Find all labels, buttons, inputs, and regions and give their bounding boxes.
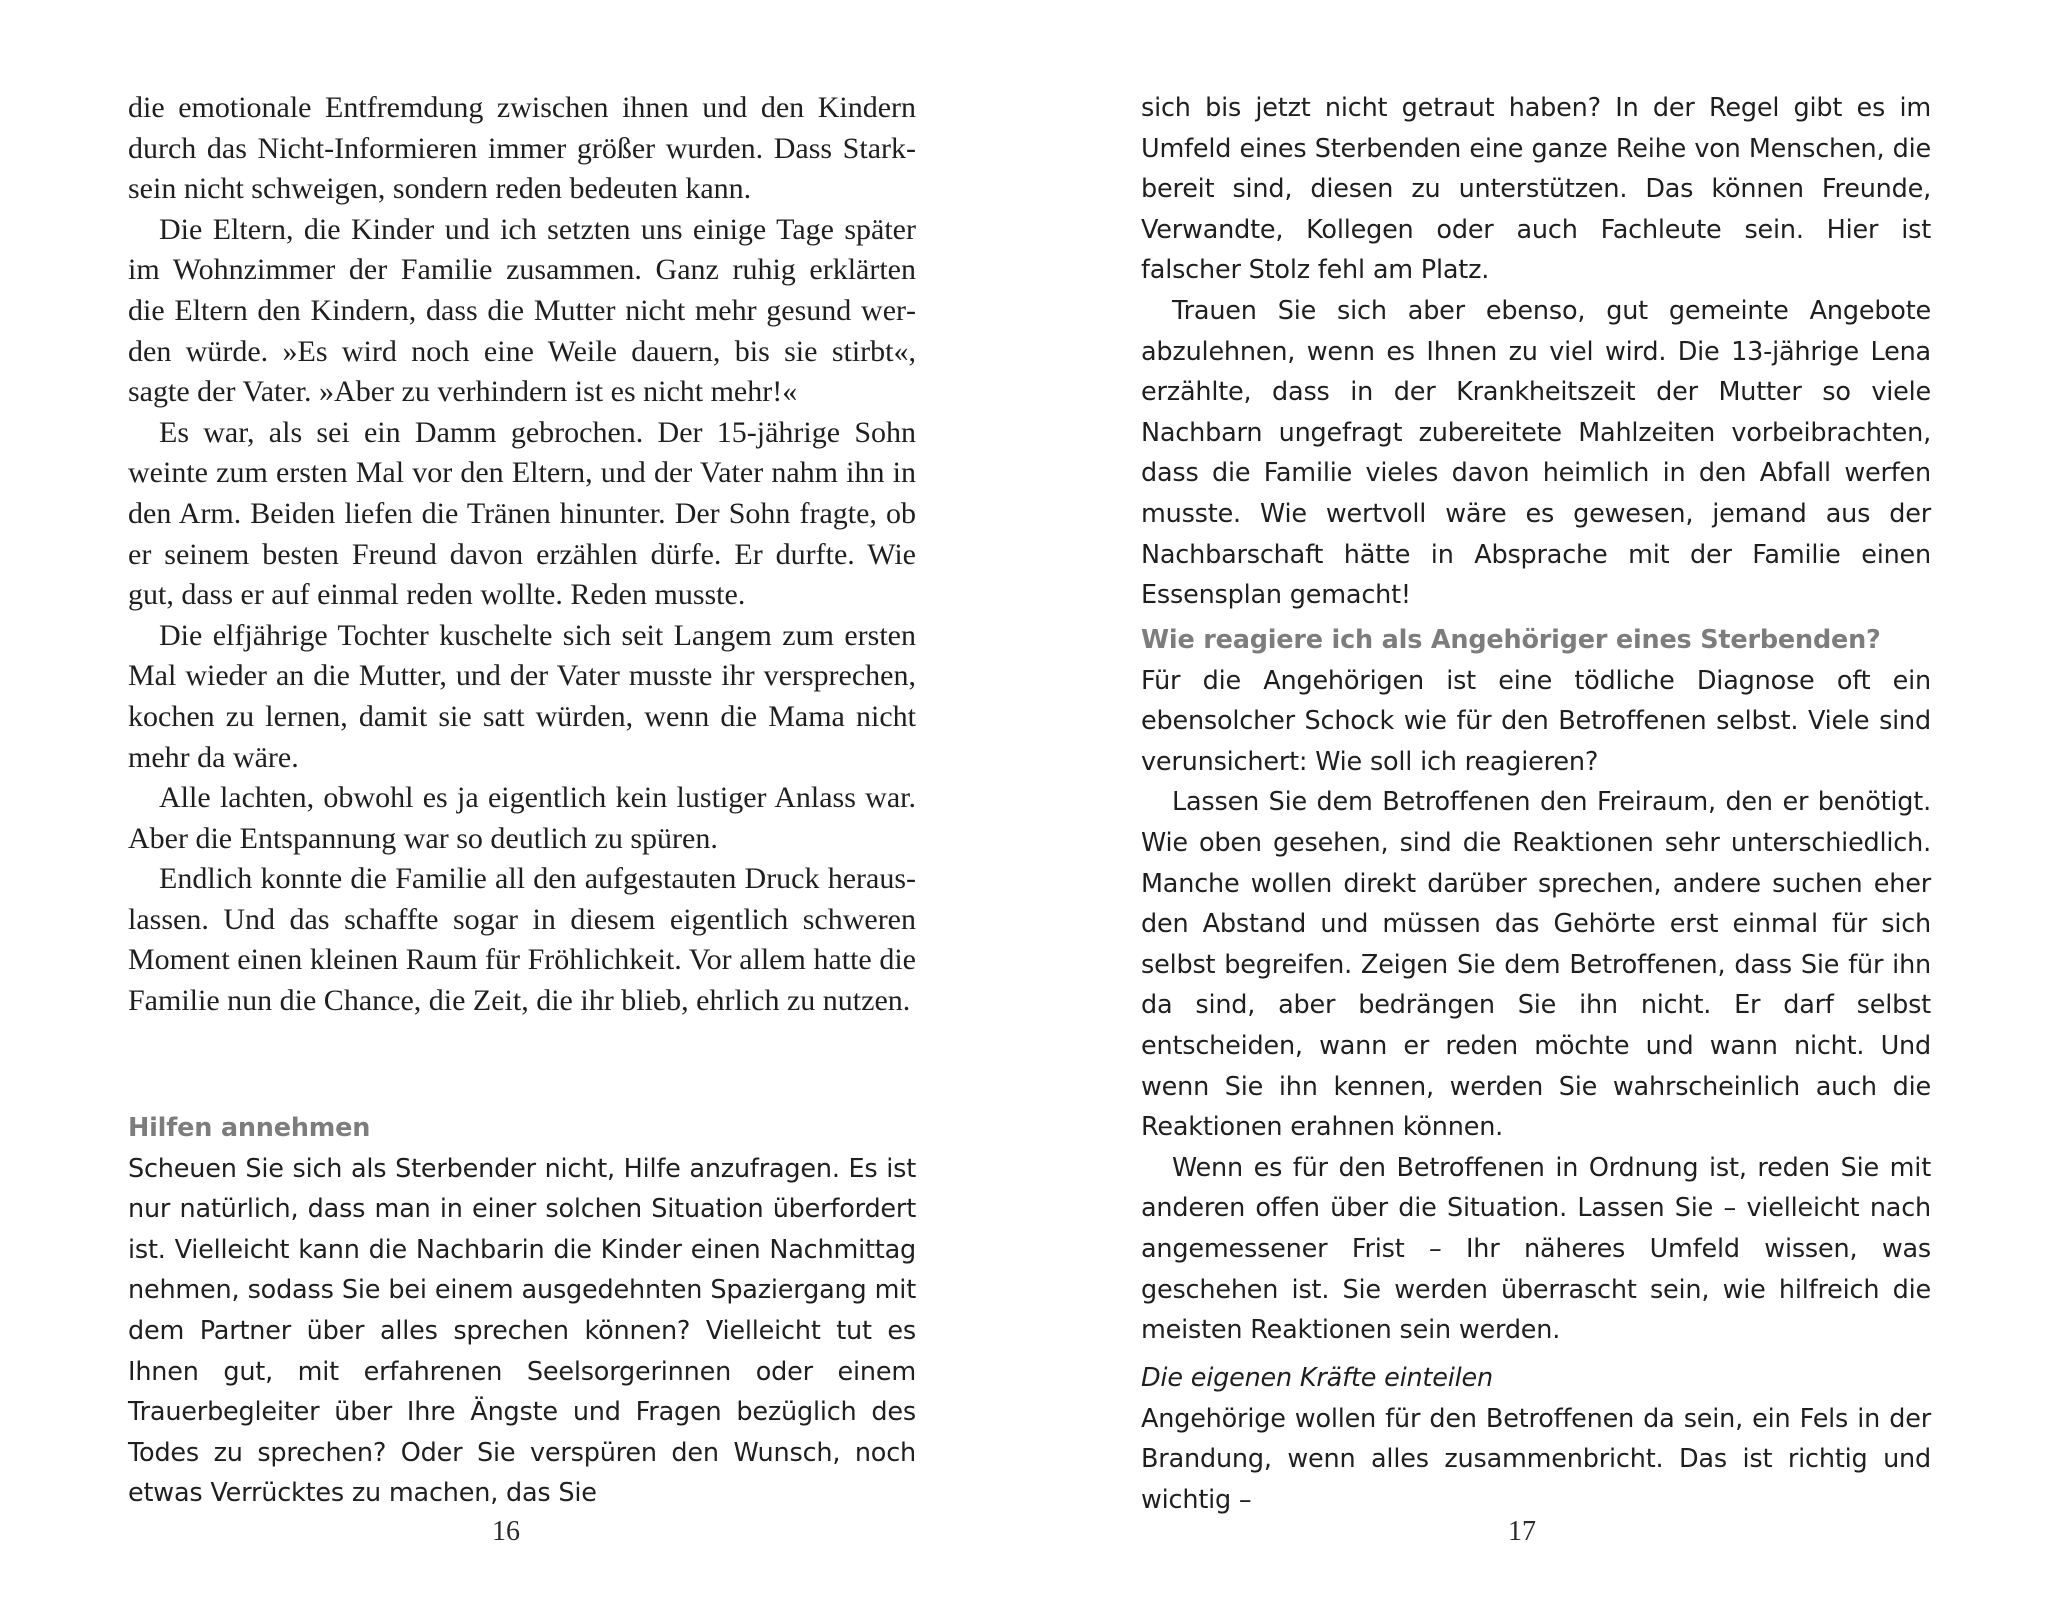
- paragraph: die emotionale Entfremdung zwischen ihnen und den Kindern durch das Nicht-Informieren immer größer wurden. Dass Starksein nicht schweigen, sondern reden bedeuten kann.: [128, 91, 916, 206]
- right-section-reagieren: [1141, 620, 1931, 1351]
- paragraph: Lassen Sie dem Betroffenen den Freiraum, den er benötigt. Wie oben gesehen, sind die Reaktionen sehr unterschiedlich. Manche wollen direkt darüber sprechen, andere suchen eher den Abstand und müssen das Gehörte erst einmal für sich selbst begreifen. Zeigen Sie dem Betroffenen, dass Sie für ihn da sind, aber bedrängen Sie ihn nicht. Er darf selbst entscheiden, wann er reden möchte und wann nicht. Und wenn Sie ihn kennen, werden Sie wahrscheinlich auch die Reaktionen erahnen können.: [1141, 787, 1931, 1143]
- page-number: 16: [492, 1516, 520, 1547]
- paragraph: Endlich konnte die Familie all den aufgestauten Druck herauslassen. Und das schaffte sogar in diesem eigentlich schweren Moment einen kleinen Raum für Fröhlichkeit. Vor allem hatte die Familie nun die Chance, die Zeit, die ihr blieb, ehrlich zu nutzen.: [128, 862, 916, 1018]
- section-heading: Hilfen annehmen: [128, 1113, 371, 1143]
- paragraph: Die Eltern, die Kinder und ich setzten uns einige Tage später im Wohnzimmer der Familie zusammen. Ganz ruhig erklärten die Eltern den Kindern, dass die Mutter nicht mehr gesund werden würde. »Es wird noch eine Weile dauern, bis sie stirbt«, sagte der Vater. »Aber zu verhindern ist es nicht mehr!«: [128, 212, 916, 409]
- left-serif-text: [128, 88, 916, 1022]
- paragraph: Die elfjährige Tochter kuschelte sich seit Langem zum ersten Mal wieder an die Mutter, und der Vater musste ihr versprechen, kochen zu lernen, damit sie satt würden, wenn die Mama nicht mehr da wäre.: [128, 618, 916, 774]
- right-section-kraefte: [1141, 1358, 1931, 1520]
- paragraph: Wenn es für den Betroffenen in Ordnung ist, reden Sie mit anderen offen über die Situation. Lassen Sie – vielleicht nach angemessener Frist – Ihr näheres Umfeld wissen, was geschehen ist. Sie werden überrascht sein, wie hilfreich die meisten Reaktionen sein werden.: [1141, 1152, 1931, 1346]
- paragraph: sich bis jetzt nicht getraut haben? In der Regel gibt es im Umfeld eines Sterbenden eine ganze Reihe von Menschen, die bereit sind, diesen zu unterstützen. Das können Freunde, Verwandte, Kollegen oder auch Fachleute sein. Hier ist falscher Stolz fehl am Platz.: [1141, 93, 1931, 286]
- page-number: 17: [1508, 1516, 1536, 1547]
- paragraph: Alle lachten, obwohl es ja eigentlich kein lustiger Anlass war. Aber die Entspannung war so deutlich zu spüren.: [128, 781, 916, 855]
- right-page: [1024, 0, 2048, 1610]
- paragraph: Trauen Sie sich aber ebenso, gut gemeinte Angebote abzulehnen, wenn es Ihnen zu viel wird. Die 13-jährige Lena erzählte, dass in der Krankheitszeit der Mutter so viele Nachbarn ungefragt zubereitete Mahlzeiten vorbeibrachten, dass die Familie vieles davon heimlich in den Abfall werfen musste. Wie wertvoll wäre es gewesen, jemand aus der Nachbarschaft hätte in Absprache mit der Familie einen Essensplan gemacht!: [1141, 295, 1931, 611]
- paragraph: Angehörige wollen für den Betroffenen da sein, ein Fels in der Brandung, wenn alles zusammenbricht. Das ist richtig und wichtig –: [1141, 1403, 1931, 1515]
- paragraph: Es war, als sei ein Damm gebrochen. Der 15-jährige Sohn weinte zum ersten Mal vor den Eltern, und der Vater nahm ihn in den Arm. Beiden liefen die Tränen hinunter. Der Sohn fragte, ob er seinem besten Freund davon erzählen dürfe. Er durfte. Wie gut, dass er auf einmal reden wollte. Reden musste.: [128, 415, 916, 612]
- paragraph: Für die Angehörigen ist eine tödliche Diagnose oft ein ebensolcher Schock wie für den Betroffenen selbst. Viele sind verunsichert: Wie soll ich reagieren?: [1141, 665, 1931, 777]
- section-heading: Wie reagiere ich als Angehöriger eines Sterbenden?: [1141, 625, 1881, 655]
- paragraph: Scheuen Sie sich als Sterbender nicht, Hilfe anzufragen. Es ist nur natürlich, dass man in einer solchen Situation überfordert ist. Vielleicht kann die Nachbarin die Kinder einen Nachmittag nehmen, sodass Sie bei einem ausgedehnten Spaziergang mit dem Partner über alles sprechen können? Vielleicht tut es Ihnen gut, mit erfahrenen Seelsorgerinnen oder einem Trauerbegleiter über Ihre Ängste und Fragen bezüglich des Todes zu sprechen? Oder Sie verspüren den Wunsch, noch etwas Verrücktes zu machen, das Sie: [128, 1153, 916, 1509]
- right-top-text: [1141, 88, 1931, 616]
- subsection-heading: Die eigenen Kräfte einteilen: [1141, 1363, 1493, 1393]
- left-section-hilfen: [128, 1108, 916, 1514]
